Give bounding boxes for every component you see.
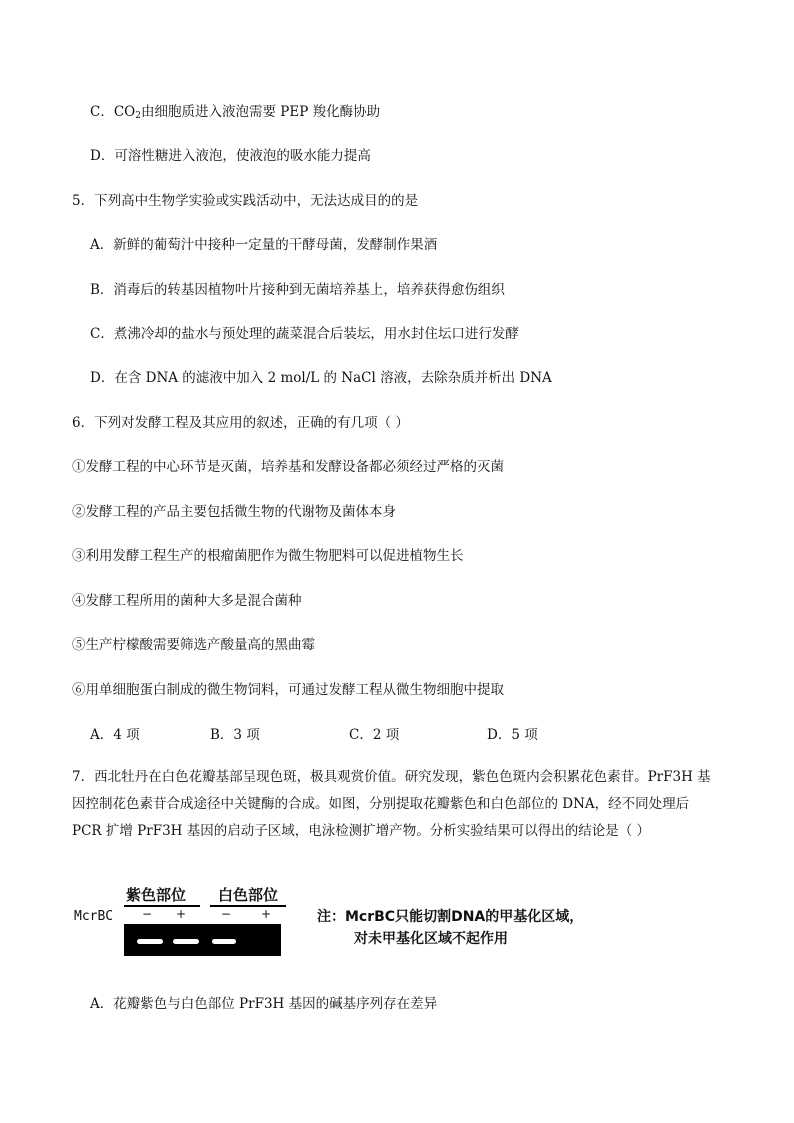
- white-region-label: 白色部位: [218, 886, 279, 904]
- q6-option-c: C．2 项: [349, 727, 400, 743]
- band-lane-3: [212, 939, 236, 944]
- purple-underline: [124, 905, 200, 907]
- q6-option-a: A．4 项: [90, 727, 140, 743]
- q6-option-b: B．3 项: [210, 727, 260, 743]
- lane-3-sign: −: [221, 907, 232, 921]
- figure-note-line-1: 注：McrBC只能切割DNA的甲基化区域，: [317, 909, 584, 925]
- q6-item-4: ④发酵工程所用的菌种大多是混合菌种: [72, 593, 302, 609]
- q6-item-3: ③利用发酵工程生产的根瘤菌肥作为微生物肥料可以促进植物生长: [72, 548, 464, 564]
- q4-option-c: C．$CO_2$由细胞质进入液泡需要 PEP 羧化酶协助: [90, 104, 381, 121]
- q4-option-d: D．可溶性糖进入液泡，使液泡的吸水能力提高: [90, 148, 371, 164]
- gel-figure: [72, 882, 632, 962]
- q6-item-1: ①发酵工程的中心环节是灭菌，培养基和发酵设备都必须经过严格的灭菌: [72, 459, 504, 475]
- q5-option-c: C．煮沸冷却的盐水与预处理的蔬菜混合后装坛，用水封住坛口进行发酵: [90, 326, 519, 342]
- purple-region-label: 紫色部位: [126, 886, 187, 904]
- subscript-2: 2: [135, 111, 141, 121]
- figure-note-line-2: 对未甲基化区域不起作用: [354, 931, 508, 947]
- q6-item-2: ②发酵工程的产品主要包括微生物的代谢物及菌体本身: [72, 504, 396, 520]
- lane-2-sign: +: [176, 907, 187, 921]
- q6-stem: 6．下列对发酵工程及其应用的叙述，正确的有几项（ ）: [72, 415, 409, 431]
- q6-option-d: D．5 项: [487, 727, 538, 743]
- q5-option-d: D．在含 DNA 的滤液中加入 2 mol/L 的 NaCl 溶液，去除杂质并析出 DNA: [90, 370, 552, 386]
- gel-image: [124, 924, 281, 956]
- q5-stem: 5．下列高中生物学实验或实践活动中，无法达成目的的是: [72, 193, 419, 209]
- lane-4-sign: +: [261, 907, 272, 921]
- q6-item-6: ⑥用单细胞蛋白制成的微生物饲料，可通过发酵工程从微生物细胞中提取: [72, 682, 504, 698]
- band-lane-2: [173, 939, 199, 944]
- mcrbc-label: McrBC: [74, 909, 114, 924]
- q5-option-a: A．新鲜的葡萄汁中接种一定量的干酵母菌，发酵制作果酒: [90, 237, 438, 253]
- q5-option-b: B．消毒后的转基因植物叶片接种到无菌培养基上，培养获得愈伤组织: [90, 282, 505, 298]
- lane-1-sign: −: [142, 907, 153, 921]
- q7-stem: 7．西北牡丹在白色花瓣基部呈现色斑，极具观赏价值。研究发现，紫色色斑内会积累花色素苷。PrF3H 基因控制花色素苷合成途径中关键酶的合成。如图，分别提取花瓣紫色和白色部位的 DNA，经不同处理后 PCR 扩增 PrF3H 基因的启动子区域，电泳检测扩增产物。分析实验结果可以得出的结论是（ ）: [72, 769, 711, 839]
- band-lane-1: [137, 939, 163, 944]
- q7-option-a: A．花瓣紫色与白色部位 PrF3H 基因的碱基序列存在差异: [90, 996, 438, 1012]
- q6-item-5: ⑤生产柠檬酸需要筛选产酸量高的黑曲霉: [72, 637, 315, 653]
